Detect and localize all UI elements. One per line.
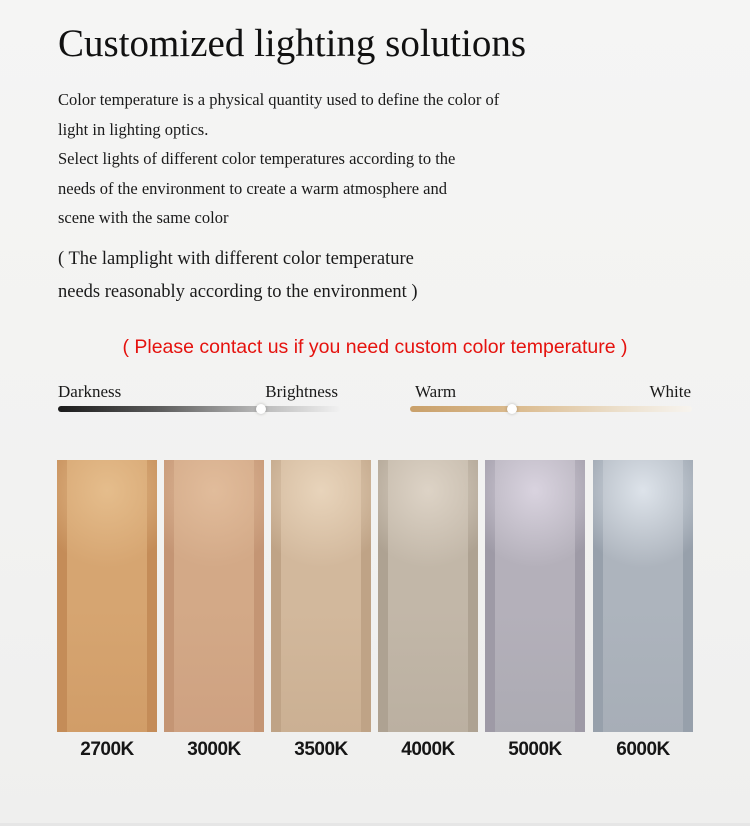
warmth-knob <box>507 404 517 414</box>
darkness-label: Darkness <box>58 382 122 401</box>
warmth-gradient-bar <box>410 406 692 412</box>
brightness-scale <box>58 381 340 417</box>
intro-line: scene with the same color <box>58 208 229 227</box>
note-line: ( The lamplight with different color temperature <box>58 249 414 269</box>
color-temperature-swatches <box>57 460 693 732</box>
temperature-label-5000k: 5000K <box>508 739 562 760</box>
page-title: Customized lighting solutions <box>58 22 527 65</box>
temperature-label-3000k: 3000K <box>187 739 241 760</box>
white-label: White <box>649 382 691 401</box>
brightness-gradient-bar <box>58 406 340 412</box>
intro-paragraph <box>58 85 499 233</box>
brightness-label: Brightness <box>265 382 338 401</box>
brightness-knob <box>256 404 266 414</box>
intro-line: light in lighting optics. <box>58 119 209 139</box>
swatch-4000k <box>378 460 478 732</box>
swatch-3500k <box>271 460 371 732</box>
swatch-3000k <box>164 460 264 732</box>
temperature-label-2700k: 2700K <box>80 739 134 760</box>
swatch-5000k <box>485 460 585 732</box>
intro-line: needs of the environment to create a warm atmosphere and <box>58 178 447 198</box>
warm-label: Warm <box>415 382 457 401</box>
custom-temperature-contact-text: ( Please contact us if you need custom color temperature ) <box>122 336 628 358</box>
intro-line: Select lights of different color temperatures according to the <box>58 149 456 168</box>
temperature-label-3500k: 3500K <box>294 739 348 760</box>
temperature-label-6000k: 6000K <box>616 739 670 760</box>
note-line: needs reasonably according to the environment ) <box>58 282 418 302</box>
swatch-6000k <box>593 460 693 732</box>
warmth-scale <box>410 381 692 417</box>
environment-note <box>58 243 418 309</box>
swatch-2700k <box>57 460 157 732</box>
temperature-label-4000k: 4000K <box>401 739 455 760</box>
intro-line: Color temperature is a physical quantity used to define the color of <box>58 90 500 109</box>
